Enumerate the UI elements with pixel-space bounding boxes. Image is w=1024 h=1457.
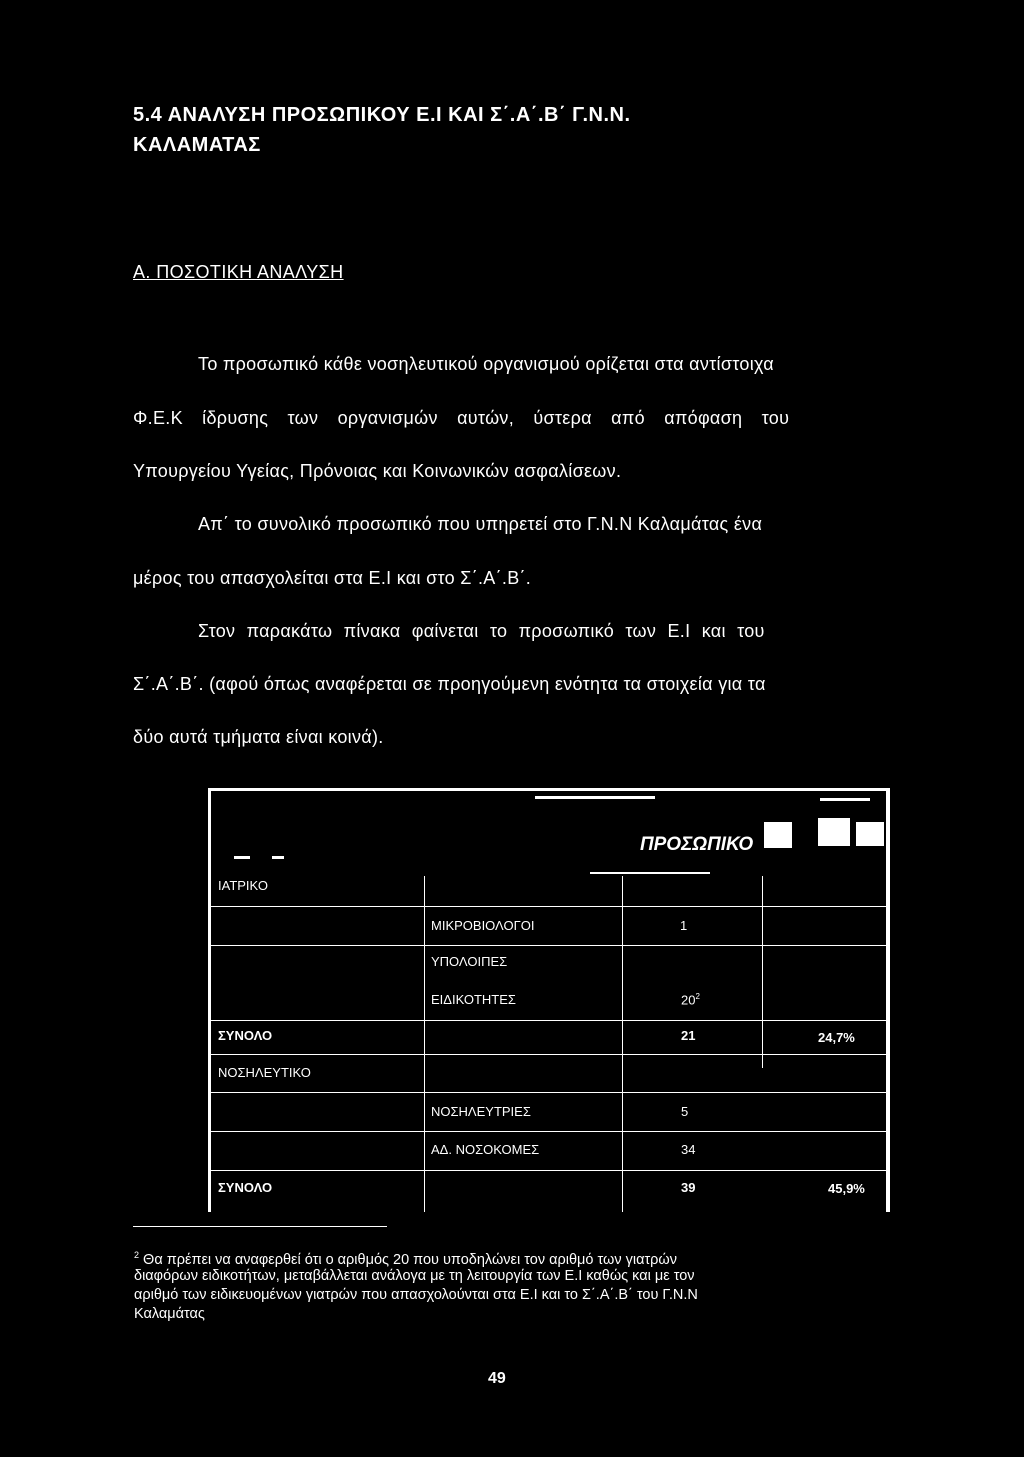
total-label: ΣΥΝΟΛΟ — [218, 1180, 273, 1195]
row-line — [211, 1054, 886, 1055]
paragraph-line: μέρος του απασχολείται στα Ε.Ι και στο Σ΄.Α΄.Β΄. — [133, 568, 532, 588]
row-line — [211, 945, 886, 946]
category-cell: ΑΔ. ΝΟΣΟΚΟΜΕΣ — [431, 1142, 540, 1157]
scan-noise — [820, 798, 870, 801]
total-count: 21 — [681, 1028, 696, 1043]
section-title-line1: 5.4 ΑΝΑΛΥΣΗ ΠΡΟΣΩΠΙΚΟΥ Ε.Ι ΚΑΙ Σ΄.Α΄.Β΄ Γ.Ν.Ν. — [133, 104, 631, 126]
footnote-line: $^2$ Θα πρέπει να αναφερθεί ότι ο αριθμός 20 που υποδηλώνει τον αριθμό των γιατρών — [134, 1250, 677, 1268]
row-line — [211, 1092, 886, 1093]
row-line — [211, 906, 886, 907]
total-count: 39 — [681, 1180, 696, 1195]
paragraph-line: Στον παρακάτω πίνακα φαίνεται το προσωπικό των Ε.Ι και του — [198, 621, 765, 641]
category-cell: ΝΟΣΗΛΕΥΤΡΙΕΣ — [431, 1104, 531, 1119]
scan-noise — [764, 822, 792, 848]
subsection-title: Α. ΠΟΣΟΤΙΚΗ ΑΝΑΛΥΣΗ — [133, 262, 344, 282]
row-line — [211, 1170, 886, 1171]
category-cell: ΜΙΚΡΟΒΙΟΛΟΓΟΙ — [431, 918, 535, 933]
total-percent: 45,9% — [828, 1181, 865, 1196]
count-cell: $20^2$ — [681, 992, 700, 1008]
paragraph-line: Το προσωπικό κάθε νοσηλευτικού οργανισμού ορίζεται στα αντίστοιχα — [198, 354, 774, 374]
column-divider — [424, 876, 425, 1212]
count-cell: 5 — [681, 1104, 689, 1119]
paragraph-line: Απ΄ το συνολικό προσωπικό που υπηρετεί στο Γ.Ν.Ν Καλαμάτας ένα — [198, 514, 763, 534]
table-right-border — [886, 788, 890, 1212]
footnote-line: Καλαμάτας — [134, 1306, 205, 1322]
count-cell: 34 — [681, 1142, 696, 1157]
footnote-line: διαφόρων ειδικοτήτων, μεταβάλλεται ανάλογα με τη λειτουργία των Ε.Ι καθώς και με τον — [134, 1268, 695, 1284]
footnote-marker: 2 — [134, 1250, 140, 1260]
page-number: 49 — [488, 1370, 506, 1387]
row-line — [211, 1020, 886, 1021]
scan-noise — [818, 818, 850, 846]
scan-noise — [856, 822, 884, 846]
category-cell: ΥΠΟΛΟΙΠΕΣ — [431, 954, 508, 969]
section-title-line2: ΚΑΛΑΜΑΤΑΣ — [133, 134, 261, 156]
footnote-separator — [133, 1226, 387, 1227]
column-divider — [762, 876, 763, 1068]
header-underline — [590, 872, 710, 874]
scan-noise — [535, 796, 655, 799]
scan-noise — [272, 856, 284, 859]
paragraph-line: Υπουργείου Υγείας, Πρόνοιας και Κοινωνικών ασφαλίσεων. — [133, 461, 622, 481]
count-cell: 1 — [680, 918, 688, 933]
table-left-border — [208, 788, 211, 1212]
total-label: ΣΥΝΟΛΟ — [218, 1028, 273, 1043]
total-percent: 24,7% — [818, 1030, 855, 1045]
group-label-medical: ΙΑΤΡΙΚΟ — [218, 878, 268, 893]
scan-noise — [234, 856, 250, 859]
table-top-border — [208, 788, 890, 791]
paragraph-line: Σ΄.Α΄.Β΄. (αφού όπως αναφέρεται σε προηγούμενη ενότητα τα στοιχεία για τα — [133, 674, 766, 694]
column-divider — [622, 876, 623, 1212]
paragraph-line: δύο αυτά τμήματα είναι κοινά). — [133, 727, 384, 747]
table-header-personnel: ΠΡΟΣΩΠΙΚΟ — [640, 834, 754, 855]
row-line — [211, 1131, 886, 1132]
footnote-line: αριθμό των ειδικευομένων γιατρών που απασχολούνται στα Ε.Ι και το Σ΄.Α΄.Β΄ του Γ.Ν.Ν — [134, 1287, 698, 1303]
group-label-nursing: ΝΟΣΗΛΕΥΤΙΚΟ — [218, 1065, 311, 1080]
paragraph-line: Φ.Ε.Κ ίδρυσης των οργανισμών αυτών, ύστερα από απόφαση του — [133, 408, 790, 428]
category-cell: ΕΙΔΙΚΟΤΗΤΕΣ — [431, 992, 516, 1007]
